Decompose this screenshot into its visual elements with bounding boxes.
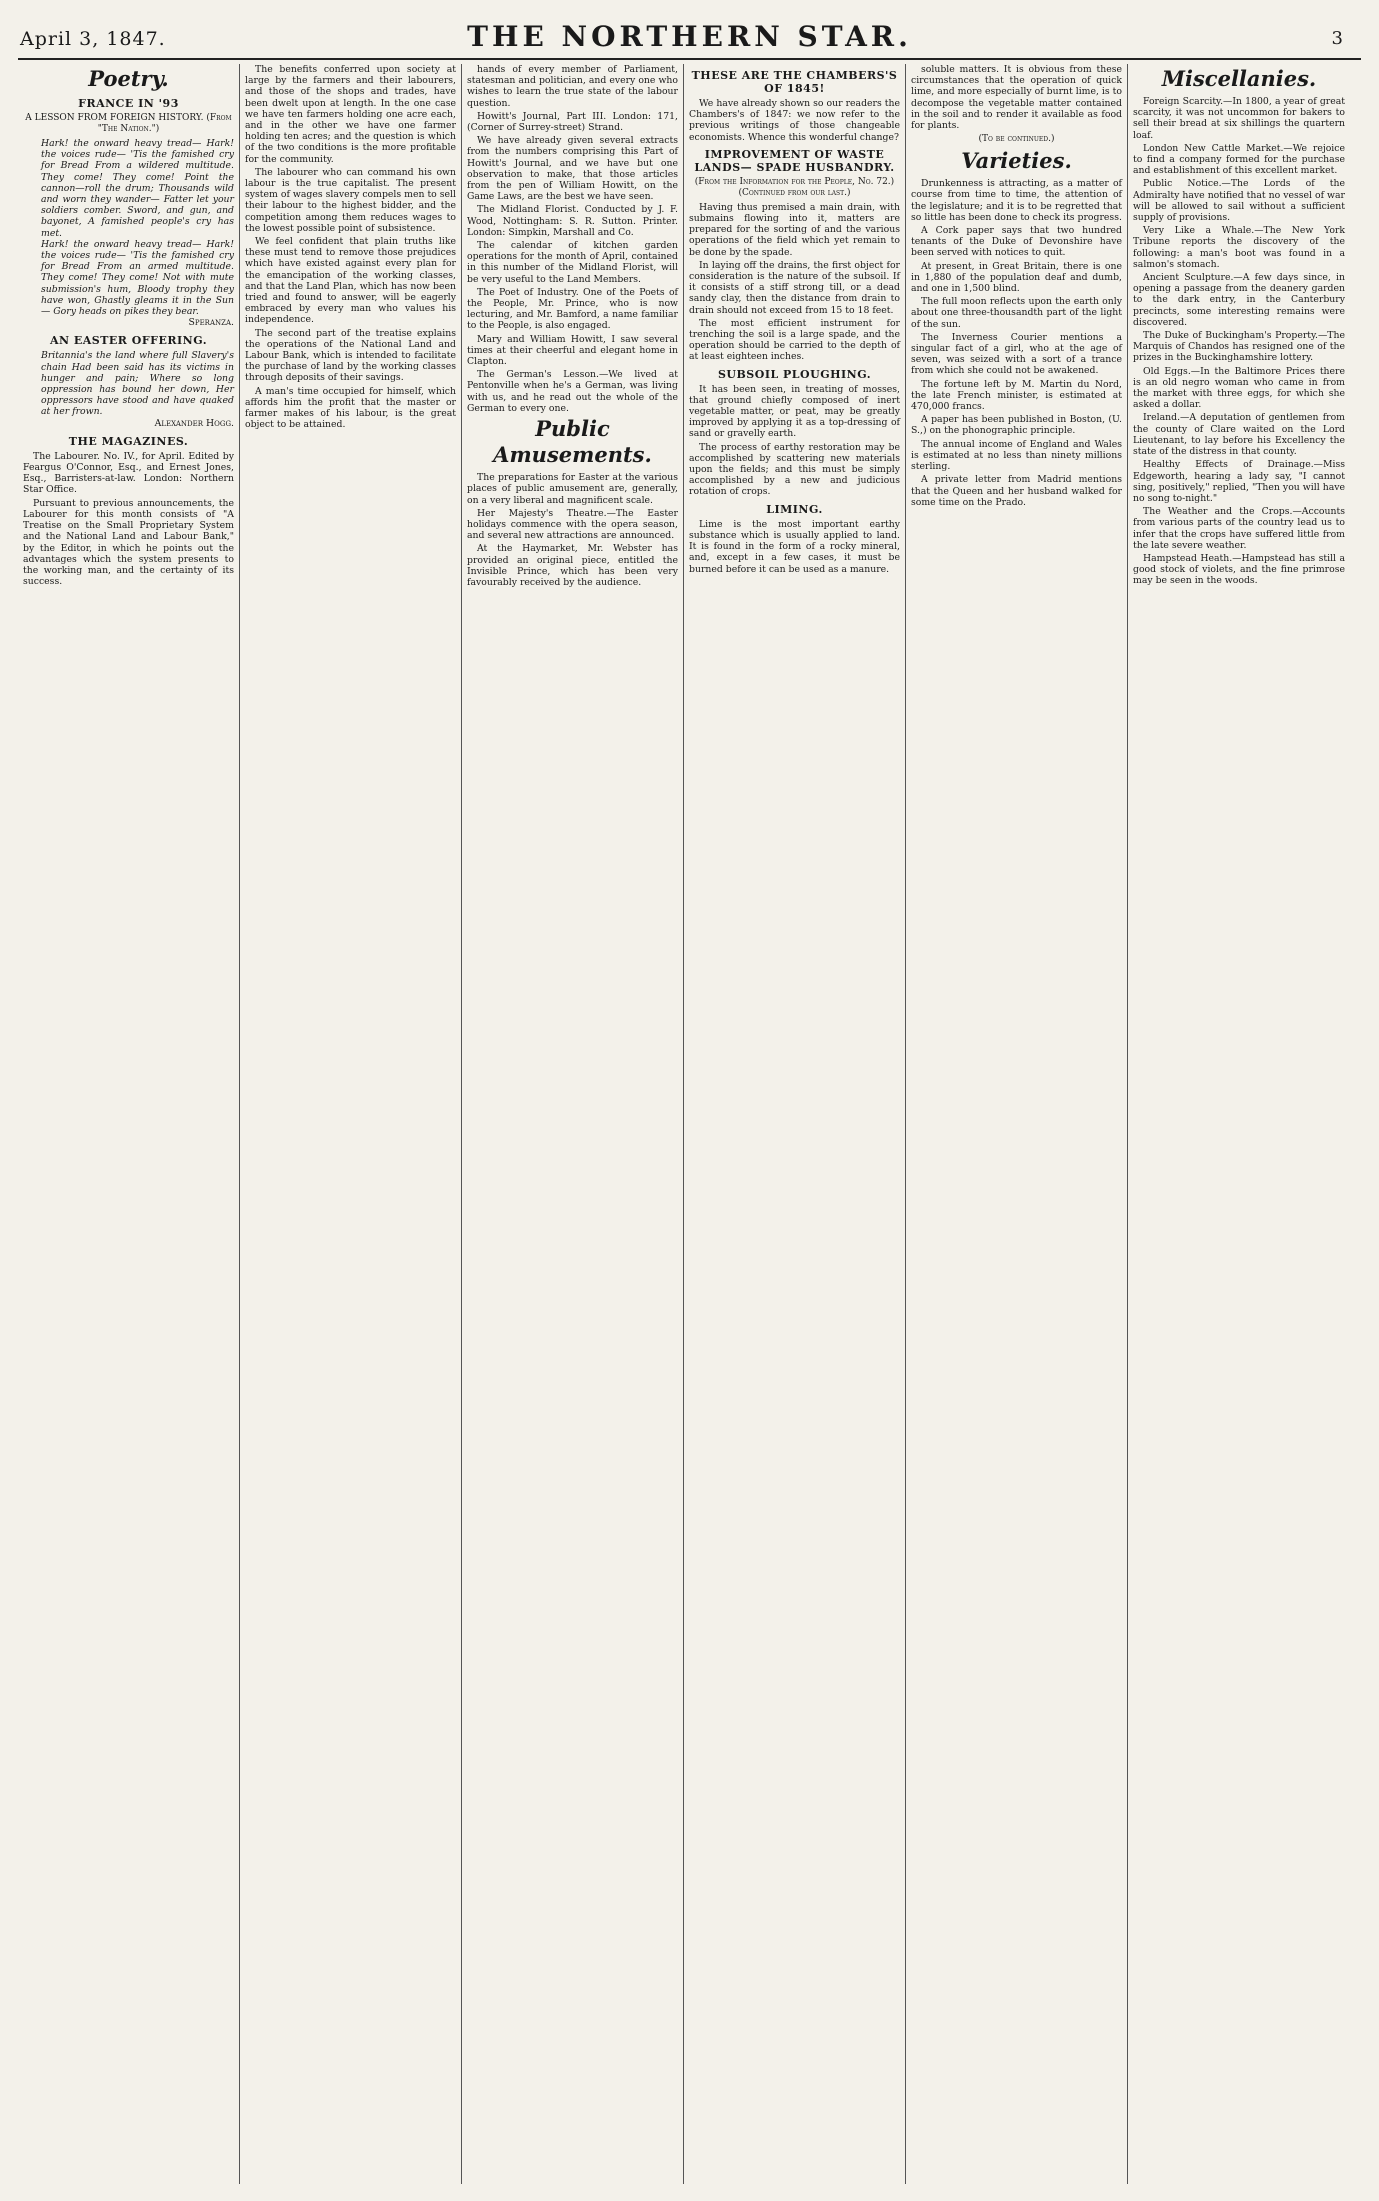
article-paragraph: We have already given several extracts from the numbers comprising this Part of Howitt's Journal, and we have but one observation to make, that those articles from the pen of William Howitt, on the Game Laws, are the best we have seen. — [467, 135, 678, 203]
article-heading: FRANCE IN '93 — [78, 97, 179, 110]
article-heading: THESE ARE THE CHAMBERS'S OF 1845! — [691, 69, 898, 95]
article-paragraph: At the Haymarket, Mr. Webster has provided an original piece, entitled the Invisible Prince, which has been very favourably received by the audience. — [467, 543, 678, 588]
section-heading: Public Amusements. — [493, 416, 652, 468]
article-paragraph: London New Cattle Market.—We rejoice to find a company formed for the purchase and establishment of this excellent market. — [1133, 142, 1345, 177]
article-paragraph: The labourer who can command his own labour is the true capitalist. The present system of wages slavery compels men to sell their labour to the highest bidder, and the competition among them reduces wages to the lowest possible point of subsistence. — [245, 166, 456, 234]
article-paragraph: The most efficient instrument for trenching the soil is a large spade, and the operation should be carried to the depth of at least eighteen inches. — [689, 317, 900, 363]
section-heading: Poetry. — [88, 66, 169, 91]
article-paragraph: Ancient Sculpture.—A few days since, in opening a passage from the deanery garden to the dark entry, in the Canterbury precincts, some interesting remains were discovered. — [1133, 272, 1345, 328]
column-5 — [906, 64, 1128, 2184]
article-paragraph: Very Like a Whale.—The New York Tribune reports the discovery of the following: a man's boot was found in a salmon's stomach. — [1133, 225, 1345, 270]
article-paragraph: Ireland.—A deputation of gentlemen from the county of Clare waited on the Lord Lieutenant, to lay before his Excellency the state of the distress in that county. — [1133, 412, 1345, 458]
article-paragraph: Pursuant to previous announcements, the Labourer for this month consists of "A Treatise on the Small Proprietary System and the National Land and Labour Bank," by the Editor, in which he points out the advantages which the system presents to the working man, and the certainty of its success. — [23, 497, 234, 588]
article-paragraph: Public Notice.—The Lords of the Admiralty have notified that no vessel of war will be allowed to sail without a sufficient supply of provisions. — [1133, 178, 1345, 224]
article-paragraph: Having thus premised a main drain, with submains flowing into it, matters are prepared for the sorting of and the various operations of the field which yet remain to be done by the spade. — [689, 201, 900, 258]
author-signature: Speranza. — [188, 317, 234, 329]
article-paragraph: We feel confident that plain truths like these must tend to remove those prejudices which have existed against every plan for the emancipation of the working classes, and that the Land Plan, which has now been tried and found to answer, will be eagerly embraced by every man who values his independence. — [245, 236, 456, 326]
section-heading: Varieties. — [961, 148, 1072, 174]
article-paragraph: A private letter from Madrid mentions that the Queen and her husband walked for some time on the Prado. — [911, 474, 1122, 508]
article-paragraph: The Inverness Courier mentions a singular fact of a girl, who at the age of seven, was seized with a sort of a trance from which she could not be awakened. — [911, 331, 1122, 377]
article-paragraph: The fortune left by M. Martin du Nord, the late French minister, is estimated at 470,000 francs. — [911, 378, 1122, 413]
article-paragraph: The Weather and the Crops.—Accounts from various parts of the country lead us to infer that the crops have suffered little from the late severe weather. — [1133, 506, 1345, 551]
article-subheading: (From the Information for the People, No. 72.) (Continued from our last.) — [694, 176, 895, 198]
article-paragraph: hands of every member of Parliament, statesman and politician, and every one who wishes to learn the true state of the labour question. — [467, 64, 678, 109]
page-number: 3 — [1331, 28, 1343, 49]
article-heading: THE MAGAZINES. — [68, 434, 189, 448]
article-paragraph: The second part of the treatise explains the operations of the National Land and Labour Bank, which is intended to facilitate the purchase of land by the working classes through deposits of their savings. — [245, 327, 456, 384]
masthead-rule — [18, 58, 1361, 60]
article-paragraph: At present, in Great Britain, there is one in 1,880 of the population deaf and dumb, and one in 1,500 blind. — [911, 260, 1122, 295]
article-paragraph: The annual income of England and Wales is estimated at no less than ninety millions sterling. — [911, 438, 1122, 473]
article-heading: IMPROVEMENT OF WASTE LANDS— SPADE HUSBANDRY. — [694, 147, 895, 174]
article-paragraph: The calendar of kitchen garden operations for the month of April, contained in this number of the Midland Florist, will be very useful to the Land Members. — [467, 240, 678, 285]
article-paragraph: The process of earthy restoration may be accomplished by scattering new materials upon the fields; and this must be simply accomplished by a new and judicious rotation of crops. — [689, 441, 900, 498]
article-paragraph: The full moon reflects upon the earth only about one three-thousandth part of the light of the sun. — [911, 296, 1122, 330]
article-paragraph: We have already shown so our readers the Chambers's of 1847: we now refer to the previous writings of those changeable economists. Whence this wonderful change? — [689, 98, 900, 143]
article-paragraph: Foreign Scarcity.—In 1800, a year of great scarcity, it was not uncommon for bakers to sell their bread at six shillings the quartern loaf. — [1133, 96, 1345, 141]
article-paragraph: The Poet of Industry. One of the Poets of the People, Mr. Prince, who is now lecturing, and Mr. Bamford, a name familiar to the People, is also engaged. — [467, 286, 678, 332]
page-columns — [18, 64, 1361, 2184]
article-subheading: (To be continued.) — [978, 134, 1055, 145]
column-3 — [462, 64, 684, 2184]
author-signature: Alexander Hogg. — [154, 417, 234, 429]
article-paragraph: Howitt's Journal, Part III. London: 171, (Corner of Surrey-street) Strand. — [467, 110, 678, 134]
article-paragraph: Drunkenness is attracting, as a matter of course from time to time, the attention of the legislature; and it is to be regretted that so little has been done to check its progress. — [911, 178, 1122, 223]
article-paragraph: A man's time occupied for himself, which affords him the profit that the master or farmer makes of his labour, is the great object to be attained. — [245, 385, 456, 431]
column-2 — [240, 64, 462, 2184]
column-1 — [18, 64, 240, 2184]
issue-date: April 3, 1847. — [20, 28, 166, 50]
article-paragraph: A Cork paper says that two hundred tenants of the Duke of Devonshire have been served with notices to quit. — [911, 225, 1122, 259]
article-paragraph: A paper has been published in Boston, (U. S.,) on the phonographic principle. — [911, 414, 1122, 437]
article-paragraph: Her Majesty's Theatre.—The Easter holidays commence with the opera season, and several new attractions are announced. — [467, 507, 678, 542]
poem-stanza: Hark! the onward heavy tread— Hark! the voices rude— 'Tis the famished cry for Bread From an armed multitude. They come! They come! Not with mute submission's hum, Bloody trophy they have won, Ghastly gleams it in the Sun— Gory heads on pikes they bear. — [41, 238, 234, 318]
article-paragraph: In laying off the drains, the first object for consideration is the nature of the subsoil. If it consists of a stiff strong till, or a dead sandy clay, then the distance from drain to drain should not exceed from 15 to 18 feet. — [689, 259, 900, 316]
article-paragraph: The Midland Florist. Conducted by J. F. Wood, Nottingham: S. R. Sutton. Printer. London: Simpkin, Marshall and Co. — [467, 204, 678, 238]
column-6 — [1128, 64, 1350, 2184]
masthead — [0, 0, 1379, 56]
article-heading: LIMING. — [766, 502, 823, 516]
article-paragraph: It has been seen, in treating of mosses, that ground chiefly composed of inert vegetable matter, or peat, may be greatly improved by applying it as a top-dressing of sand or gravelly earth. — [689, 383, 900, 440]
newspaper-title: THE NORTHERN STAR. — [467, 20, 912, 53]
article-heading: AN EASTER OFFERING. — [49, 334, 208, 348]
article-paragraph: Hampstead Heath.—Hampstead has still a good stock of violets, and the fine primrose may be seen in the woods. — [1133, 552, 1345, 587]
article-paragraph: soluble matters. It is obvious from these circumstances that the operation of quick lime, and more especially of burnt lime, is to decompose the vegetable matter contained in the soil and to render it available as food for plants. — [911, 64, 1122, 132]
poem-stanza: Hark! the onward heavy tread— Hark! the voices rude— 'Tis the famished cry for Bread From a wildered multitude. They come! They come! Point the cannon—roll the drum; Thousands wild and worn they wander— Fatter let your soldiers comber. Sword, and gun, and bayonet, A famished people's cry has met. — [41, 138, 234, 239]
article-heading: SUBSOIL PLOUGHING. — [717, 367, 872, 381]
poem-stanza: Britannia's the land where full Slavery's chain Had been said has its victims in hunger and pain; Where so long oppression has bound her down, Her oppressors have stood and have quaked at her frown. — [41, 350, 234, 418]
article-paragraph: Healthy Effects of Drainage.—Miss Edgeworth, hearing a lady say, "I cannot sing, positively," replied, "Then you will have no song to-night." — [1133, 459, 1345, 504]
column-4 — [684, 64, 906, 2184]
article-paragraph: Old Eggs.—In the Baltimore Prices there is an old negro woman who came in from the market with three eggs, for which she asked a dollar. — [1133, 365, 1345, 411]
article-paragraph: Lime is the most important earthy substance which is usually applied to land. It is found in the form of a rocky mineral, and, except in a few cases, it must be burned before it can be used as a manure. — [689, 518, 900, 575]
article-paragraph: The Duke of Buckingham's Property.—The Marquis of Chandos has resigned one of the prizes in the Buckinghamshire lottery. — [1133, 330, 1345, 364]
article-paragraph: The Labourer. No. IV., for April. Edited by Feargus O'Connor, Esq., and Ernest Jones, Esq., Barristers-at-law. London: Northern Star Office. — [23, 450, 234, 496]
article-subheading: A LESSON FROM FOREIGN HISTORY. (From "The Nation.") — [25, 113, 232, 134]
article-paragraph: The German's Lesson.—We lived at Pentonville when he's a German, was living with us, and he read out the whole of the German to every one. — [467, 369, 678, 414]
article-paragraph: Mary and William Howitt, I saw several times at their cheerful and elegant home in Clapton. — [467, 333, 678, 368]
article-paragraph: The preparations for Easter at the various places of public amusement are, generally, on a very liberal and magnificent scale. — [467, 472, 678, 506]
article-paragraph: The benefits conferred upon society at large by the farmers and their labourers, and those of the shops and trades, have been dwelt upon at length. In the one case we have ten farmers holding one acre each, and in the other we have one farmer holding ten acres; and the question is which of the two conditions is the more profitable for the community. — [245, 64, 456, 165]
section-heading: Miscellanies. — [1161, 66, 1317, 91]
